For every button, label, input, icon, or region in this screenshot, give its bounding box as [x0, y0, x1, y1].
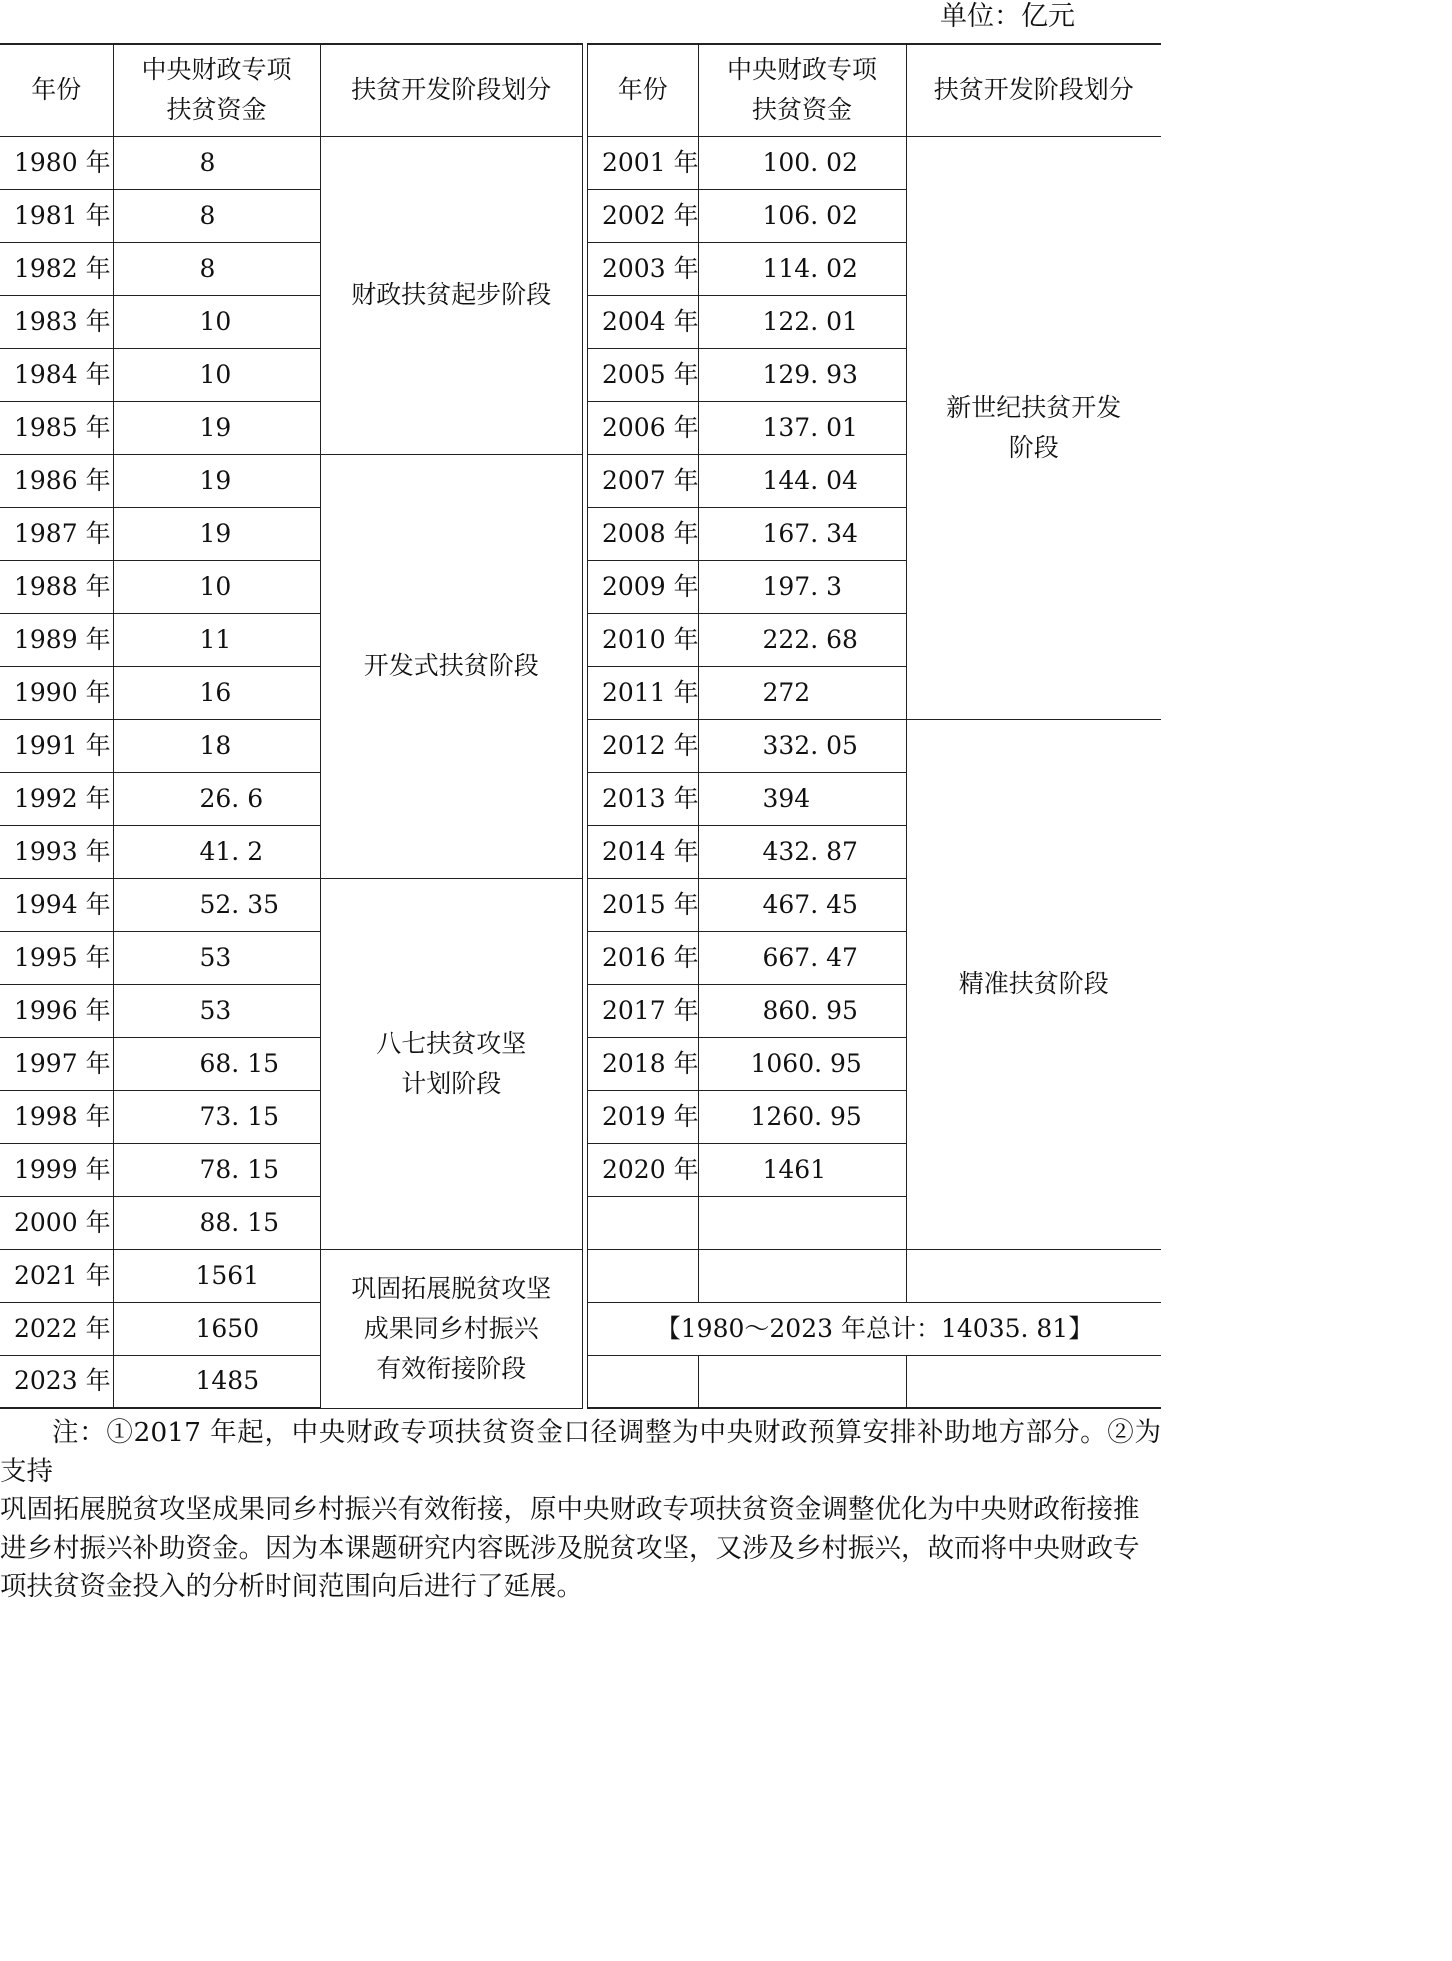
year-cell: 2014 年	[588, 825, 698, 878]
stage-cell	[320, 878, 582, 1249]
value-cell	[113, 401, 320, 454]
value-text: 41. 2	[199, 836, 264, 866]
year-cell: 2010 年	[588, 613, 698, 666]
value-cell	[113, 560, 320, 613]
empty-cell	[906, 1249, 1161, 1302]
value-cell	[698, 189, 906, 242]
year-cell: 1994 年	[0, 878, 113, 931]
value-cell	[698, 666, 906, 719]
value-cell	[113, 984, 320, 1037]
value-text: 667. 47	[762, 942, 858, 972]
year-cell: 2004 年	[588, 295, 698, 348]
year-cell: 1987 年	[0, 507, 113, 560]
stage-header: 扶贫开发阶段划分	[906, 44, 1161, 136]
value-text: 78. 15	[199, 1154, 280, 1184]
empty-cell	[588, 1355, 698, 1408]
stage-header: 扶贫开发阶段划分	[320, 44, 582, 136]
value-cell	[698, 613, 906, 666]
footnote-line: 进乡村振兴补助资金。因为本课题研究内容既涉及脱贫攻坚，又涉及乡村振兴，故而将中央财政专	[0, 1532, 1140, 1564]
value-text: 8	[199, 253, 216, 283]
value-text: 197. 3	[762, 571, 843, 601]
value-text: 272	[762, 677, 811, 707]
value-cell	[698, 560, 906, 613]
value-cell	[698, 348, 906, 401]
year-cell: 1989 年	[0, 613, 113, 666]
stage-cell	[320, 1249, 582, 1408]
year-cell: 2022 年	[0, 1302, 113, 1355]
year-cell: 2007 年	[588, 454, 698, 507]
value-text: 8	[199, 200, 216, 230]
year-cell: 1980 年	[0, 136, 113, 189]
value-text: 10	[199, 306, 232, 336]
year-cell: 1983 年	[0, 295, 113, 348]
year-cell: 2015 年	[588, 878, 698, 931]
empty-cell	[698, 1355, 906, 1408]
fund-header-line1: 中央财政专项	[141, 55, 292, 85]
value-text: 8	[199, 147, 216, 177]
stage-label-line: 开发式扶贫阶段	[363, 651, 539, 680]
table-row	[0, 1249, 582, 1302]
year-cell: 2021 年	[0, 1249, 113, 1302]
table-row	[0, 878, 582, 931]
value-text: 129. 93	[762, 359, 858, 389]
value-cell	[113, 1249, 320, 1302]
stage-label-line: 成果同乡村振兴	[363, 1313, 539, 1343]
fund-header	[113, 44, 320, 136]
year-header: 年份	[0, 44, 113, 136]
year-cell: 2011 年	[588, 666, 698, 719]
value-cell	[113, 931, 320, 984]
year-cell: 2006 年	[588, 401, 698, 454]
value-text: 106. 02	[762, 200, 858, 230]
value-text: 10	[199, 359, 232, 389]
value-cell	[113, 1355, 320, 1408]
value-cell	[113, 878, 320, 931]
value-cell	[113, 454, 320, 507]
empty-cell	[588, 1196, 698, 1249]
value-text: 1060. 95	[750, 1048, 862, 1078]
stage-label-line: 八七扶贫攻坚	[376, 1028, 527, 1058]
value-text: 52. 35	[199, 889, 280, 919]
year-cell: 2012 年	[588, 719, 698, 772]
stage-label-line: 阶段	[1008, 432, 1059, 462]
value-text: 100. 02	[762, 147, 858, 177]
value-cell	[698, 401, 906, 454]
fund-header-line2: 扶贫资金	[751, 95, 852, 125]
table-row	[588, 136, 1161, 189]
stage-label-line: 巩固拓展脱贫攻坚	[351, 1273, 552, 1303]
value-text: 16	[199, 677, 232, 707]
stage-label-line: 新世纪扶贫开发	[946, 392, 1122, 422]
year-cell: 1999 年	[0, 1143, 113, 1196]
value-cell	[698, 719, 906, 772]
year-cell: 2002 年	[588, 189, 698, 242]
year-cell: 1988 年	[0, 560, 113, 613]
value-text: 18	[199, 730, 232, 760]
value-text: 10	[199, 571, 232, 601]
value-text: 1260. 95	[750, 1101, 862, 1131]
value-cell	[698, 1090, 906, 1143]
value-cell	[113, 772, 320, 825]
value-text: 114. 02	[762, 253, 858, 283]
value-cell	[698, 507, 906, 560]
value-text: 1485	[195, 1366, 260, 1396]
footnote	[0, 1414, 1161, 1607]
stage-cell	[906, 719, 1161, 1249]
value-text: 394	[762, 783, 811, 813]
value-cell	[113, 719, 320, 772]
value-cell	[698, 825, 906, 878]
value-text: 68. 15	[199, 1048, 280, 1078]
value-cell	[698, 295, 906, 348]
year-cell: 2017 年	[588, 984, 698, 1037]
value-text: 19	[199, 412, 232, 442]
value-text: 1561	[195, 1260, 260, 1290]
right-header-row	[588, 44, 1161, 136]
value-text: 19	[199, 465, 232, 495]
year-cell: 1997 年	[0, 1037, 113, 1090]
value-text: 88. 15	[199, 1207, 280, 1237]
value-cell	[698, 136, 906, 189]
value-text: 19	[199, 518, 232, 548]
value-text: 53	[199, 995, 232, 1025]
value-cell	[113, 825, 320, 878]
year-cell: 1981 年	[0, 189, 113, 242]
value-text: 1650	[195, 1313, 260, 1343]
value-cell	[698, 984, 906, 1037]
value-text: 26. 6	[199, 783, 264, 813]
value-text: 332. 05	[762, 730, 858, 760]
fund-header-line2: 扶贫资金	[166, 95, 267, 125]
fund-header	[698, 44, 906, 136]
footnote-line: 巩固拓展脱贫攻坚成果同乡村振兴有效衔接，原中央财政专项扶贫资金调整优化为中央财政衔接推	[0, 1494, 1140, 1525]
stage-label-line: 计划阶段	[401, 1068, 502, 1098]
year-cell: 1991 年	[0, 719, 113, 772]
value-text: 222. 68	[762, 624, 858, 654]
empty-cell	[698, 1249, 906, 1302]
value-text: 53	[199, 942, 232, 972]
year-cell: 1984 年	[0, 348, 113, 401]
empty-cell	[588, 1249, 698, 1302]
value-cell	[113, 1090, 320, 1143]
year-cell: 2023 年	[0, 1355, 113, 1408]
year-cell: 2008 年	[588, 507, 698, 560]
year-cell: 2020 年	[588, 1143, 698, 1196]
value-text: 860. 95	[762, 995, 858, 1025]
year-cell: 2003 年	[588, 242, 698, 295]
value-cell	[113, 348, 320, 401]
year-cell: 1986 年	[0, 454, 113, 507]
year-cell: 1990 年	[0, 666, 113, 719]
footnote-line: 项扶贫资金投入的分析时间范围向后进行了延展。	[0, 1571, 583, 1602]
value-cell	[698, 878, 906, 931]
value-cell	[113, 1302, 320, 1355]
empty-cell	[906, 1355, 1161, 1408]
footnote-line: 注：①2017 年起，中央财政专项扶贫资金口径调整为中央财政预算安排补助地方部分。②为支持	[0, 1417, 1161, 1487]
table-row	[588, 1249, 1161, 1302]
value-text: 122. 01	[762, 306, 858, 336]
value-cell	[113, 666, 320, 719]
stage-label-line: 财政扶贫起步阶段	[351, 280, 552, 309]
year-cell: 1998 年	[0, 1090, 113, 1143]
value-cell	[113, 1143, 320, 1196]
stage-cell	[320, 136, 582, 454]
year-cell: 1993 年	[0, 825, 113, 878]
value-cell	[113, 1037, 320, 1090]
fund-header-line1: 中央财政专项	[726, 55, 877, 85]
value-cell	[698, 1037, 906, 1090]
value-text: 11	[199, 624, 232, 654]
value-cell	[113, 507, 320, 560]
year-cell: 1995 年	[0, 931, 113, 984]
unit-label: 单位：亿元	[940, 1, 1075, 32]
value-cell	[113, 242, 320, 295]
year-cell: 2019 年	[588, 1090, 698, 1143]
table-row	[0, 454, 582, 507]
table-row	[588, 1355, 1161, 1408]
value-cell	[113, 613, 320, 666]
value-cell	[698, 242, 906, 295]
value-cell	[698, 772, 906, 825]
value-cell	[698, 931, 906, 984]
stage-cell	[320, 454, 582, 878]
value-cell	[698, 1143, 906, 1196]
left-header-row	[0, 44, 582, 136]
value-text: 73. 15	[199, 1101, 280, 1131]
year-cell: 1985 年	[0, 401, 113, 454]
value-text: 167. 34	[762, 518, 858, 548]
value-text: 432. 87	[762, 836, 858, 866]
table-row	[0, 136, 582, 189]
value-cell	[113, 136, 320, 189]
value-text: 137. 01	[762, 412, 858, 442]
year-header: 年份	[588, 44, 698, 136]
value-cell	[698, 454, 906, 507]
value-text: 1461	[762, 1154, 827, 1184]
stage-label-line: 精准扶贫阶段	[958, 969, 1109, 998]
year-cell: 2013 年	[588, 772, 698, 825]
value-text: 467. 45	[762, 889, 858, 919]
year-cell: 2016 年	[588, 931, 698, 984]
value-cell	[113, 189, 320, 242]
stage-cell	[906, 136, 1161, 719]
value-cell	[113, 1196, 320, 1249]
value-cell	[113, 295, 320, 348]
year-cell: 1996 年	[0, 984, 113, 1037]
year-cell: 2018 年	[588, 1037, 698, 1090]
year-cell: 2000 年	[0, 1196, 113, 1249]
year-cell: 2005 年	[588, 348, 698, 401]
year-cell: 1992 年	[0, 772, 113, 825]
left-funding-table	[0, 43, 582, 1409]
year-cell: 2001 年	[588, 136, 698, 189]
year-cell: 2009 年	[588, 560, 698, 613]
empty-cell	[698, 1196, 906, 1249]
right-funding-table	[588, 43, 1161, 1409]
stage-label-line: 有效衔接阶段	[376, 1353, 527, 1383]
table-row	[588, 1302, 1161, 1355]
year-cell: 1982 年	[0, 242, 113, 295]
grand-total: 【1980～2023 年总计：14035. 81】	[588, 1302, 1161, 1355]
table-row	[588, 719, 1161, 772]
value-text: 144. 04	[762, 465, 858, 495]
